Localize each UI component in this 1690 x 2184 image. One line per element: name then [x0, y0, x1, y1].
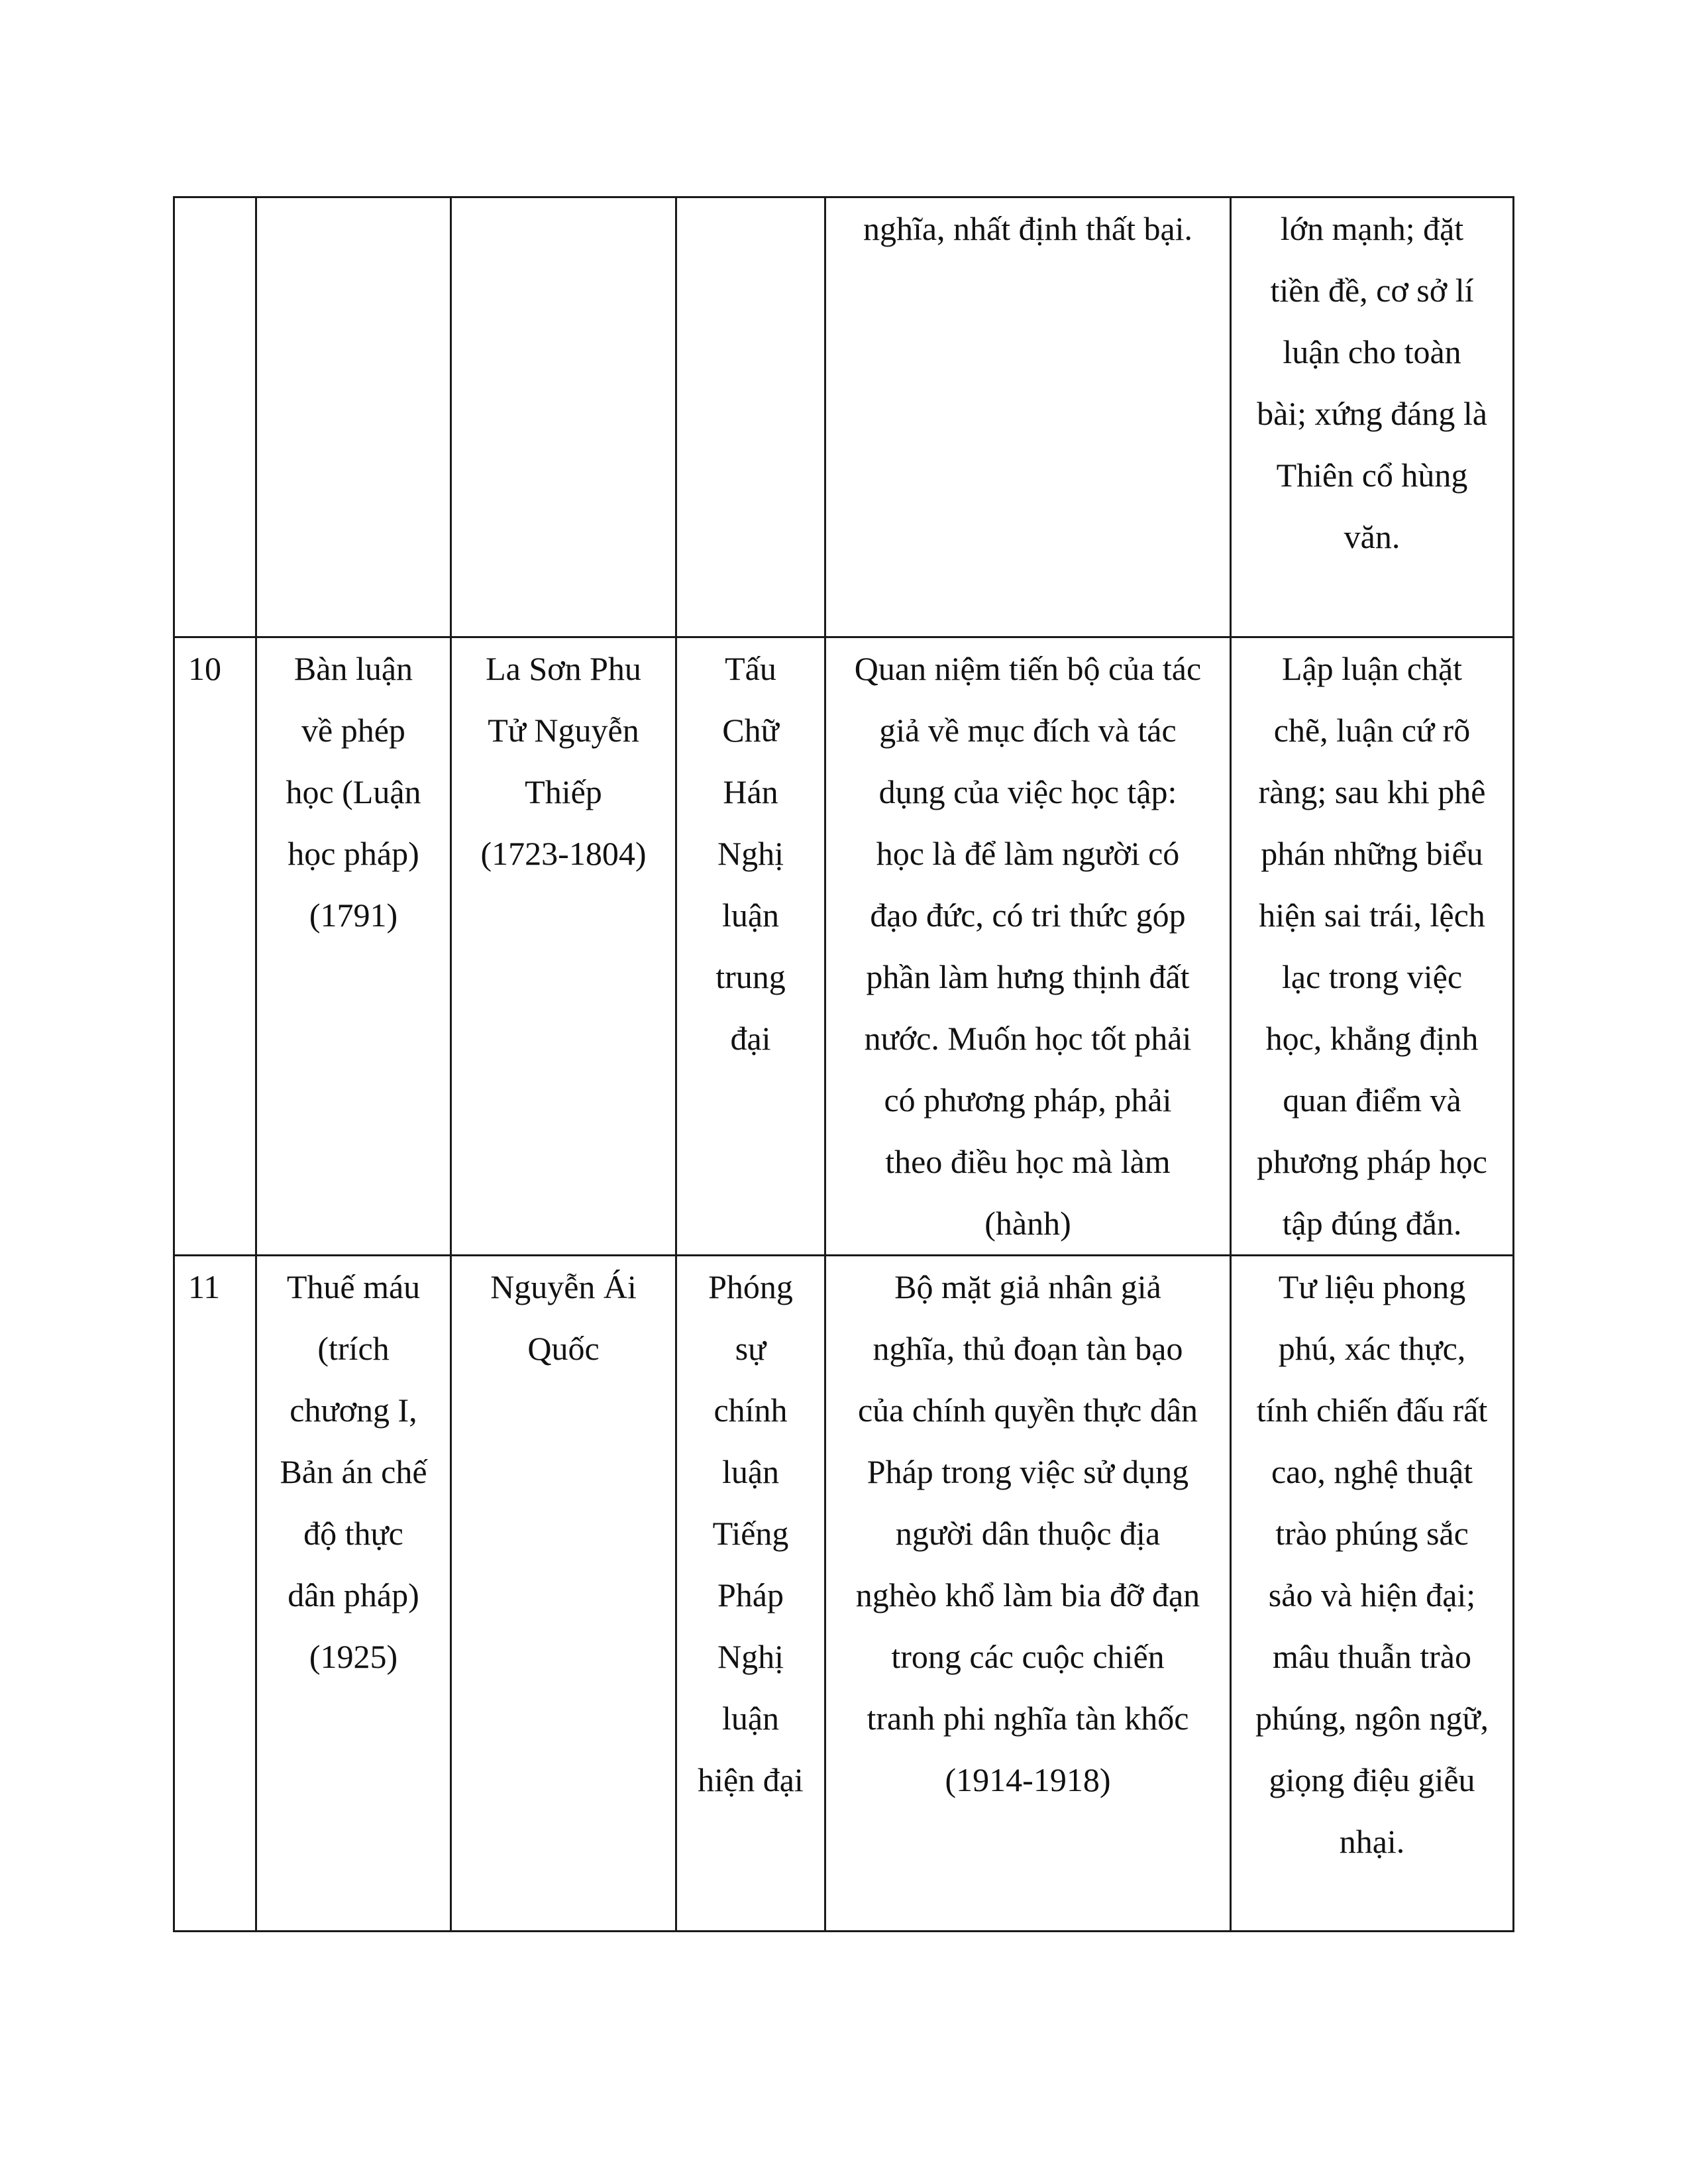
table-row — [174, 637, 1514, 1256]
cell-art: Lập luận chặt chẽ, luận cứ rõ ràng; sau khi phê phán những biểu hiện sai trái, lệch lạc trong việc học, khẳng định quan điểm và phương pháp học tập đúng đắn. — [1231, 637, 1514, 1256]
cell-art: lớn mạnh; đặt tiền đề, cơ sở lí luận cho toàn bài; xứng đáng là Thiên cổ hùng văn. — [1231, 197, 1514, 637]
cell-genre — [676, 197, 825, 637]
cell-content: nghĩa, nhất định thất bại. — [825, 197, 1231, 637]
cell-content: Quan niệm tiến bộ của tác giả về mục đích và tác dụng của việc học tập: học là để làm người có đạo đức, có tri thức góp phần làm hưng thịnh đất nước. Muốn học tốt phải có phương pháp, phải theo điều học mà làm (hành) — [825, 637, 1231, 1256]
cell-number — [174, 197, 256, 637]
cell-number: 10 — [174, 637, 256, 1256]
cell-number: 11 — [174, 1256, 256, 1932]
literature-table — [173, 196, 1514, 1932]
table-row — [174, 1256, 1514, 1932]
table-row-continued — [174, 197, 1514, 637]
cell-work-title — [256, 197, 451, 637]
cell-work-title: Bàn luận về phép học (Luận học pháp) (1791) — [256, 637, 451, 1256]
cell-author — [451, 197, 676, 637]
cell-genre: Tấu Chữ Hán Nghị luận trung đại — [676, 637, 825, 1256]
cell-art: Tư liệu phong phú, xác thực, tính chiến đấu rất cao, nghệ thuật trào phúng sắc sảo và hiện đại; mâu thuẫn trào phúng, ngôn ngữ, giọng điệu giễu nhại. — [1231, 1256, 1514, 1932]
cell-author: Nguyễn Ái Quốc — [451, 1256, 676, 1932]
cell-genre: Phóng sự chính luận Tiếng Pháp Nghị luận hiện đại — [676, 1256, 825, 1932]
cell-content: Bộ mặt giả nhân giả nghĩa, thủ đoạn tàn bạo của chính quyền thực dân Pháp trong việc sử dụng người dân thuộc địa nghèo khổ làm bia đỡ đạn trong các cuộc chiến tranh phi nghĩa tàn khốc (1914-1918) — [825, 1256, 1231, 1932]
cell-work-title: Thuế máu (trích chương I, Bản án chế độ thực dân pháp) (1925) — [256, 1256, 451, 1932]
cell-author: La Sơn Phu Tử Nguyễn Thiếp (1723-1804) — [451, 637, 676, 1256]
